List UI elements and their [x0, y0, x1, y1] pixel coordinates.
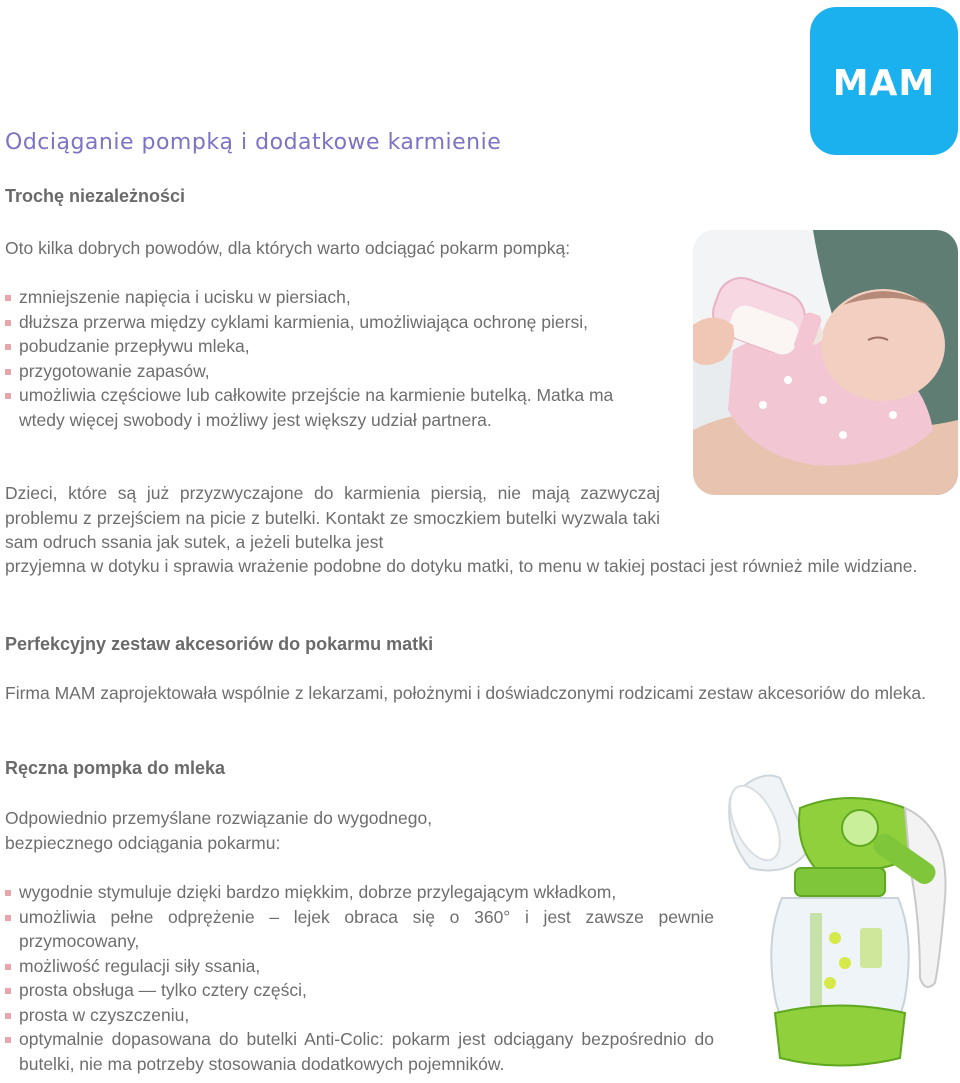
transition-paragraph-continued: przyjemna w dotyku i sprawia wrażenie podobne do dotyku matki, to menu w takiej postaci jest również mile widziane. [5, 556, 918, 576]
list-item: dłuższa przerwa między cyklami karmienia, umożliwiająca ochronę piersi, [5, 310, 660, 335]
list-item: przygotowanie zapasów, [5, 359, 660, 384]
reasons-list [5, 285, 660, 432]
transition-paragraph: Dzieci, które są już przyzwyczajone do karmienia piersią, nie mają zazwyczaj problemu z przejściem na picie z butelki. Kontakt ze smoczkiem butelki wyzwala taki sam odruch ssania jak sutek, a jeżeli butelka jest [5, 483, 660, 552]
list-item: optymalnie dopasowana do butelki Anti-Colic: pokarm jest odciągany bezpośrednio do butelki, nie ma potrzeby stosowania dodatkowych pojemników. [5, 1027, 714, 1076]
accessories-paragraph: Firma MAM zaprojektowała wspólnie z lekarzami, położnymi i doświadczonymi rodzicami zestaw akcesoriów do mleka. [5, 683, 927, 703]
pump-intro: Odpowiednio przemyślane rozwiązanie do wygodnego, bezpiecznego odciągania pokarmu: [5, 808, 433, 853]
list-item: umożliwia pełne odprężenie – lejek obraca się o 360° i jest zawsze pewnie przymocowany, [5, 905, 714, 954]
list-item: umożliwia częściowe lub całkowite przejście na karmienie butelką. Matka ma wtedy więcej swobody i możliwy jest większy udział partnera. [5, 383, 660, 432]
section-intro: Oto kilka dobrych powodów, dla których warto odciągać pokarm pompką: [5, 238, 571, 258]
list-item: prosta w czyszczeniu, [5, 1003, 714, 1028]
list-item: możliwość regulacji siły ssania, [5, 954, 714, 979]
section-heading-accessories: Perfekcyjny zestaw akcesoriów do pokarmu matki [5, 634, 434, 654]
pump-features-list [5, 880, 714, 1076]
mam-logo [810, 7, 958, 155]
list-item: prosta obsługa — tylko cztery części, [5, 978, 714, 1003]
breast-pump-image [720, 768, 960, 1078]
list-item: zmniejszenie napięcia i ucisku w piersiach, [5, 285, 660, 310]
list-item: wygodnie stymuluje dzięki bardzo miękkim, dobrze przylegającym wkładkom, [5, 880, 714, 905]
page-title: Odciąganie pompką i dodatkowe karmienie [5, 130, 502, 155]
section-heading-independence: Trochę niezależności [5, 186, 186, 206]
logo-text: MAM [832, 62, 936, 104]
list-item: pobudzanie przepływu mleka, [5, 334, 660, 359]
baby-feeding-photo [693, 230, 958, 495]
section-heading-manual-pump: Ręczna pompka do mleka [5, 758, 226, 778]
